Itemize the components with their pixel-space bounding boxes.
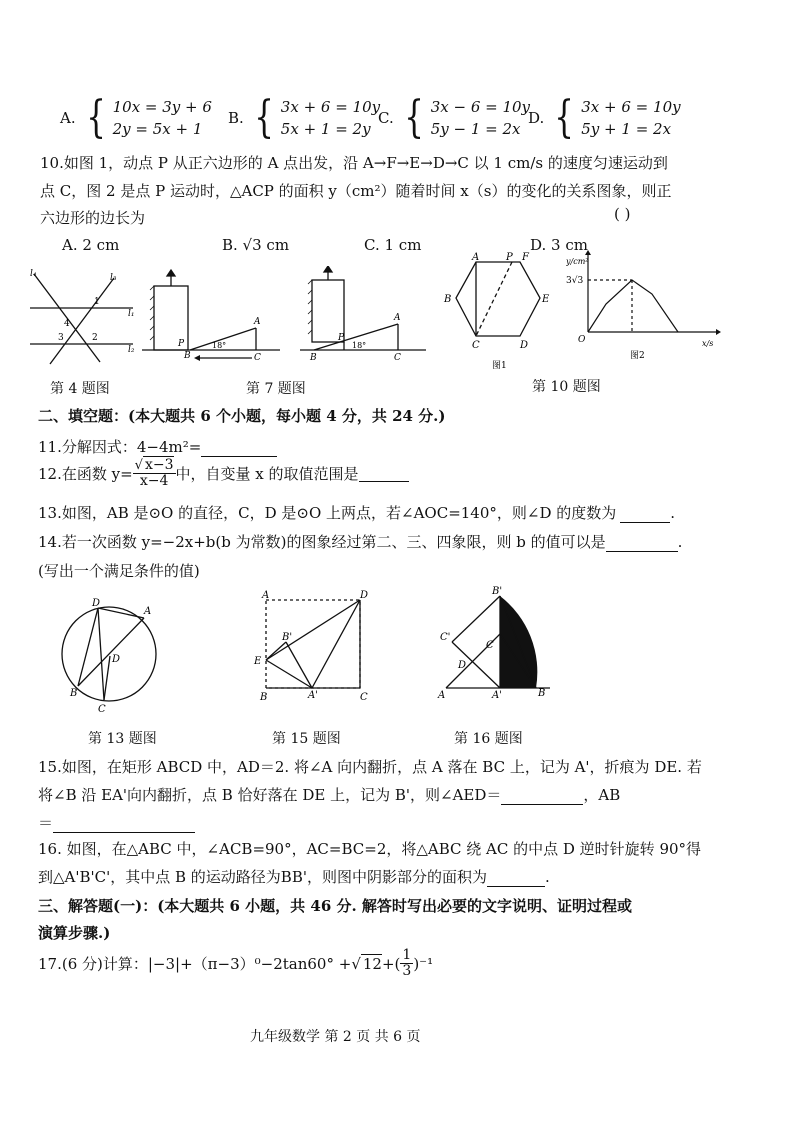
svg-text:F: F (522, 252, 529, 263)
figure-q13 (54, 594, 164, 714)
svg-text:l₁: l₁ (128, 309, 135, 319)
answer-blank (487, 886, 545, 887)
q17-text: )⁻¹ (413, 954, 434, 973)
figure-q15 (250, 588, 374, 708)
q13-text: 13.如图，AB 是⊙O 的直径，C，D 是⊙O 上两点，若∠AOC=140°，则∠D 的度数为 (38, 504, 617, 522)
option-label: D. (528, 109, 545, 127)
q10-option-c: C. 1 cm (364, 236, 422, 254)
q13: 13.如图，AB 是⊙O 的直径，C，D 是⊙O 上两点，若∠AOC=140°，则∠D 的度数为 . (38, 504, 676, 522)
q10-answer-paren: ( ) (614, 205, 631, 223)
svg-text:D: D (458, 660, 467, 671)
q17-text: 17.(6 分)计算：|−3|+（π−3）⁰−2tan60° + (38, 955, 352, 973)
svg-text:B: B (444, 294, 452, 305)
equation: 2y = 5x + 1 (112, 120, 203, 138)
sqrt-value: 12 (362, 955, 382, 973)
x-axis-label: x/s (702, 339, 714, 348)
svg-text:E: E (254, 656, 262, 667)
option-label: C. (378, 109, 394, 127)
q10-line2: 点 C，图 2 是点 P 运动时，△ACP 的面积 y（cm²）随着时间 x（s）的变化的关系图象，则正 (40, 182, 672, 200)
q14: 14.若一次函数 y=−2x+b(b 为常数)的图象经过第二、三、四象限，则 b 的值可以是 . (38, 533, 683, 551)
svg-text:4: 4 (64, 319, 70, 329)
svg-text:B: B (184, 351, 191, 361)
option-label: A. (60, 109, 76, 127)
svg-text:C: C (360, 692, 368, 703)
svg-text:C: C (98, 704, 106, 714)
caption-q10: 第 10 题图 (532, 379, 601, 395)
equation: 5x + 1 = 2y (280, 120, 371, 138)
q12 (38, 458, 409, 489)
svg-text:A': A' (492, 690, 502, 701)
svg-text:C: C (394, 353, 401, 363)
svg-text:3: 3 (58, 333, 64, 343)
option-label: B. (228, 109, 244, 127)
svg-text:A: A (254, 317, 261, 327)
svg-text:D: D (360, 590, 369, 601)
svg-text:B: B (310, 353, 317, 363)
q10-line1: 10.如图 1，动点 P 从正六边形的 A 点出发，沿 A→F→E→D→C 以 1 cm/s 的速度匀速运动到 (40, 154, 668, 172)
equation: 5y + 1 = 2x (581, 120, 672, 138)
svg-text:2: 2 (92, 333, 98, 343)
q12-text: 中，自变量 x 的取值范围是 (175, 465, 359, 483)
svg-text:D: D (112, 654, 121, 665)
q15-text: ＝ (38, 814, 54, 832)
q14-note: (写出一个满足条件的值) (38, 562, 200, 580)
answer-blank (359, 465, 409, 482)
fraction (400, 948, 413, 979)
answer-blank (620, 522, 670, 523)
q9-option-c: C. { 3x − 6 = 10y 5y − 1 = 2x (378, 92, 531, 143)
section-title-solutions-line1: 三、解答题(一)：(本大题共 6 小题，共 46 分. 解答时写出必要的文字说明、证明过程或 (38, 897, 632, 915)
equation: 3x + 6 = 10y (581, 98, 681, 116)
q16-line1: 16. 如图，在△ABC 中，∠ACB=90°，AC=BC=2，将△ABC 绕 AC 的中点 D 逆时针旋转 90°得 (38, 840, 702, 858)
svg-text:B': B' (282, 632, 293, 643)
svg-text:A: A (472, 252, 480, 263)
q17: 17.(6 分)计算：|−3|+（π−3）⁰−2tan60° + √ 12 +( $\frac{1}{3}$ )⁻¹ (38, 947, 434, 979)
svg-text:l₃: l₃ (110, 273, 117, 283)
figure-label: 图1 (492, 361, 507, 371)
svg-text:C: C (254, 353, 261, 363)
answer-blank (201, 456, 277, 457)
q12-text: 12.在函数 y= (38, 465, 133, 483)
peak-label: 3√3 (566, 276, 584, 286)
svg-text:C: C (472, 340, 480, 351)
angle-label: 18° (352, 341, 367, 350)
q15-text: 将∠B 沿 EA'向内翻折，点 B 恰好落在 DE 上，记为 B'，则∠AED＝ (38, 786, 502, 804)
svg-text:D: D (92, 598, 101, 609)
answer-blank (606, 551, 678, 552)
section-title-fill-in: 二、填空题：(本大题共 6 个小题，每小题 4 分，共 24 分.) (38, 407, 446, 425)
answer-blank (53, 832, 195, 833)
figure-q10-graph (566, 250, 722, 360)
svg-text:P: P (338, 333, 345, 343)
q15-line1: 15.如图，在矩形 ABCD 中，AD＝2. 将∠A 向内翻折，点 A 落在 BC 上，记为 A'，折痕为 DE. 若 (38, 758, 702, 776)
caption-q7: 第 7 题图 (246, 381, 306, 397)
page-footer: 九年级数学 第 2 页 共 6 页 (250, 1029, 421, 1045)
q10-line3: 六边形的边长为 (40, 209, 146, 227)
equation: 3x − 6 = 10y (430, 98, 531, 116)
q16-line2: 到△A'B'C'，其中点 B 的运动路径为BB'，则图中阴影部分的面积为 . (38, 868, 550, 886)
svg-text:B: B (538, 688, 546, 699)
svg-text:l₂: l₂ (128, 345, 135, 355)
q15-text: ，AB (583, 786, 621, 804)
figure-q7-b (298, 266, 430, 370)
q10-option-d: D. 3 cm (530, 236, 588, 254)
caption-q13: 第 13 题图 (88, 731, 157, 747)
svg-text:B': B' (492, 586, 503, 597)
q17-text: +( (381, 954, 401, 973)
q11-text: 11.分解因式：4−4m²= (38, 438, 202, 456)
svg-text:A: A (394, 313, 401, 323)
q9-option-d: D. { 3x + 6 = 10y 5y + 1 = 2x (528, 92, 681, 143)
figure-q7-a (140, 266, 290, 370)
q11 (38, 436, 277, 457)
fraction: $\frac{√ x-3}{x-4}$ (134, 457, 174, 489)
q15-line2 (38, 784, 620, 805)
equation: 5y − 1 = 2x (430, 120, 521, 138)
equation: 10x = 3y + 6 (112, 98, 212, 116)
caption-q15: 第 15 题图 (272, 731, 341, 747)
q9-option-a: A. { 10x = 3y + 6 2y = 5x + 1 (60, 92, 212, 143)
svg-text:l₄: l₄ (30, 269, 37, 279)
svg-text:A: A (144, 606, 152, 617)
numerator: x−3 (144, 457, 174, 473)
q10-option-a: A. 2 cm (62, 236, 120, 254)
caption-q4: 第 4 题图 (50, 381, 110, 397)
q9-option-b: B. { 3x + 6 = 10y 5x + 1 = 2y (228, 92, 381, 143)
figure-q10-hexagon (440, 250, 560, 374)
y-axis-label: y/cm² (566, 257, 589, 266)
figure-label: 图2 (630, 351, 645, 360)
angle-label: 18° (212, 341, 227, 350)
svg-text:C': C' (440, 632, 451, 643)
answer-blank (501, 804, 583, 805)
svg-text:P: P (506, 252, 513, 263)
svg-text:O: O (578, 335, 586, 345)
numerator: 1 (402, 947, 412, 963)
figure-q16 (432, 584, 558, 704)
svg-text:A: A (262, 590, 270, 601)
svg-text:A: A (438, 690, 446, 701)
svg-text:A': A' (308, 690, 318, 701)
denominator: x−4 (139, 473, 169, 489)
svg-text:B: B (70, 688, 78, 699)
svg-text:E: E (542, 294, 550, 305)
svg-text:B: B (260, 692, 268, 703)
section-title-solutions-line2: 演算步骤.) (38, 924, 111, 942)
q15-line3 (38, 812, 195, 833)
svg-text:1: 1 (94, 297, 100, 307)
q10-option-b: B. √3 cm (222, 236, 290, 254)
caption-q16: 第 16 题图 (454, 731, 523, 747)
denominator: 3 (402, 963, 412, 979)
figure-q4 (28, 266, 140, 370)
q14-text: 14.若一次函数 y=−2x+b(b 为常数)的图象经过第二、三、四象限，则 b 的值可以是 (38, 533, 606, 551)
svg-text:C: C (486, 640, 494, 651)
equation: 3x + 6 = 10y (280, 98, 381, 116)
q16-text: 到△A'B'C'，其中点 B 的运动路径为BB'，则图中阴影部分的面积为 (38, 868, 487, 886)
svg-text:D: D (520, 340, 529, 351)
svg-text:P: P (178, 339, 185, 349)
